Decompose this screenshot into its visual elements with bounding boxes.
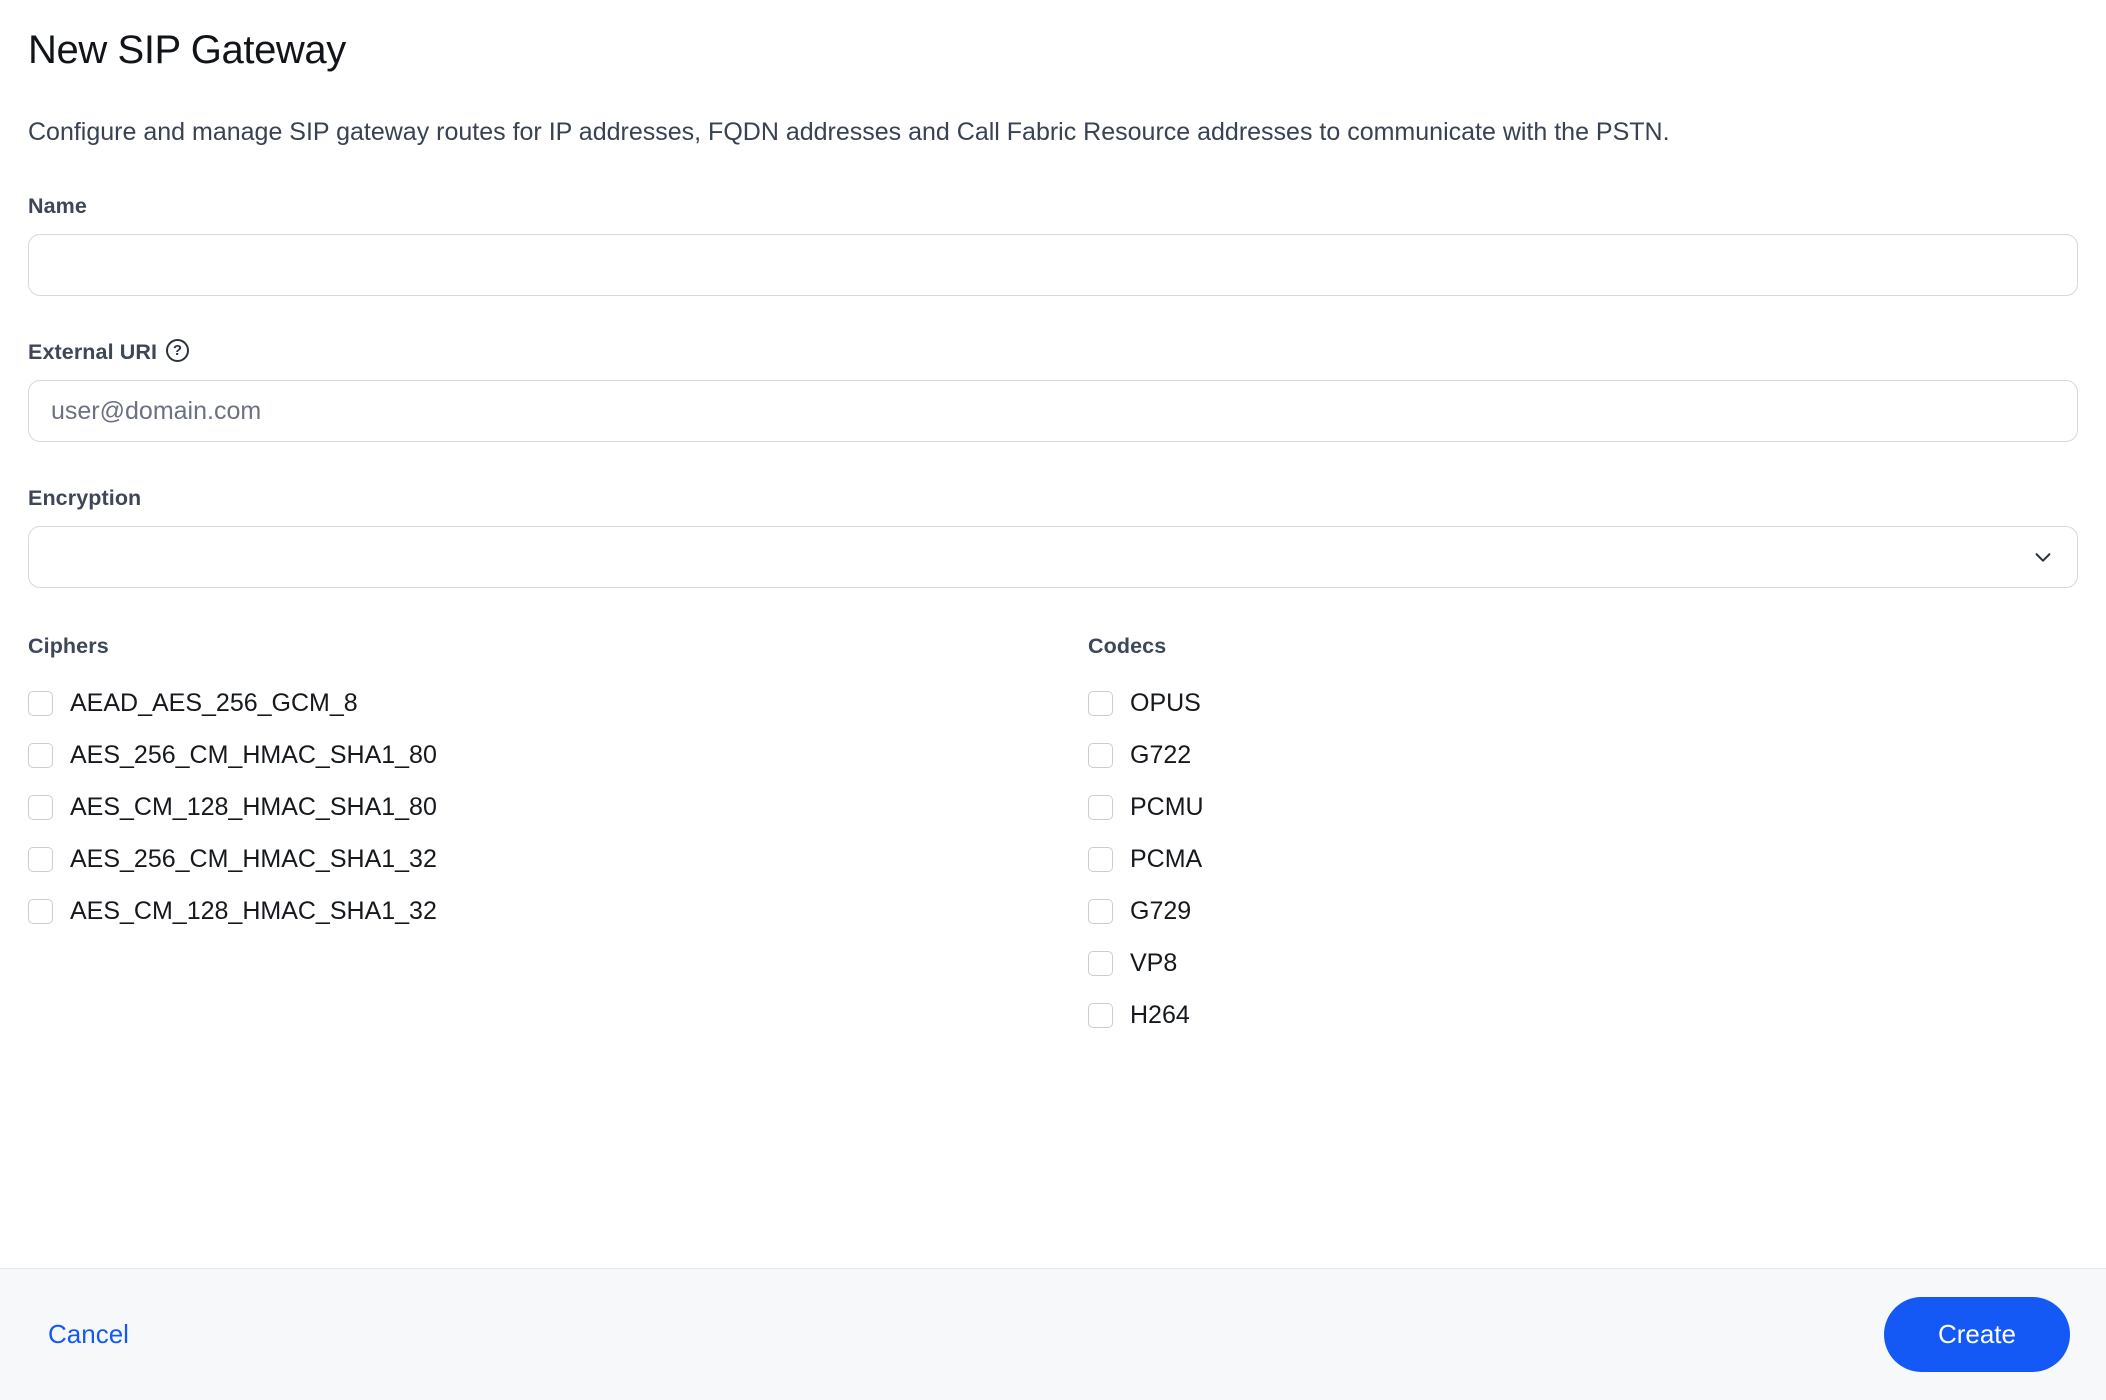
codec-checkbox[interactable] (1088, 691, 1113, 716)
cipher-option-row[interactable] (28, 833, 1088, 885)
codec-option-row[interactable] (1088, 781, 1988, 833)
cipher-checkbox[interactable] (28, 899, 53, 924)
cipher-label: AES_256_CM_HMAC_SHA1_32 (70, 844, 437, 873)
codec-option-row[interactable] (1088, 885, 1988, 937)
cipher-option-row[interactable] (28, 677, 1088, 729)
codec-checkbox[interactable] (1088, 795, 1113, 820)
codec-checkbox[interactable] (1088, 1003, 1113, 1028)
codec-label: G722 (1130, 740, 1192, 769)
page-title: New SIP Gateway (28, 28, 346, 72)
codec-checkbox[interactable] (1088, 743, 1113, 768)
encryption-label (28, 486, 2078, 511)
codec-label: OPUS (1130, 688, 1201, 717)
codecs-label: Codecs (1088, 634, 1167, 659)
codec-label: VP8 (1130, 948, 1178, 977)
encryption-field-group (28, 486, 2078, 588)
encryption-label-text: Encryption (28, 486, 142, 511)
encryption-select-wrapper (28, 526, 2078, 588)
options-columns (28, 634, 2078, 1041)
external-uri-label (28, 340, 2078, 365)
codec-option-row[interactable] (1088, 677, 1988, 729)
cipher-label: AEAD_AES_256_GCM_8 (70, 688, 358, 717)
cipher-label: AES_256_CM_HMAC_SHA1_80 (70, 740, 437, 769)
codec-option-row[interactable] (1088, 937, 1988, 989)
cipher-checkbox[interactable] (28, 691, 53, 716)
external-uri-label-text: External URI (28, 340, 158, 365)
external-uri-field-group (28, 340, 2078, 442)
external-uri-input[interactable] (28, 380, 2078, 442)
cipher-label: AES_CM_128_HMAC_SHA1_80 (70, 792, 437, 821)
codec-checkbox[interactable] (1088, 899, 1113, 924)
name-input[interactable] (28, 234, 2078, 296)
codecs-column (1088, 634, 1988, 1041)
question-mark-icon[interactable]: ? (166, 339, 189, 362)
cipher-checkbox[interactable] (28, 847, 53, 872)
name-label (28, 194, 2078, 219)
encryption-select[interactable] (28, 526, 2078, 588)
cipher-checkbox[interactable] (28, 743, 53, 768)
codec-label: H264 (1130, 1000, 1190, 1029)
cipher-option-row[interactable] (28, 885, 1088, 937)
cancel-button[interactable]: Cancel (44, 1313, 133, 1356)
cipher-label: AES_CM_128_HMAC_SHA1_32 (70, 896, 437, 925)
cipher-option-row[interactable] (28, 729, 1088, 781)
cipher-option-row[interactable] (28, 781, 1088, 833)
ciphers-column (28, 634, 1088, 1041)
dialog-footer (0, 1268, 2106, 1400)
cipher-checkbox[interactable] (28, 795, 53, 820)
create-button[interactable]: Create (1884, 1297, 2070, 1372)
codec-label: PCMA (1130, 844, 1203, 873)
page-description: Configure and manage SIP gateway routes for IP addresses, FQDN addresses and Call Fabric Resource addresses to communicate with the PSTN. (28, 118, 1670, 146)
name-field-group (28, 194, 2078, 296)
name-label-text: Name (28, 194, 87, 219)
codec-option-row[interactable] (1088, 833, 1988, 885)
codec-label: G729 (1130, 896, 1192, 925)
ciphers-label: Ciphers (28, 634, 109, 659)
codec-label: PCMU (1130, 792, 1204, 821)
codec-checkbox[interactable] (1088, 847, 1113, 872)
codec-option-row[interactable] (1088, 989, 1988, 1041)
codec-option-row[interactable] (1088, 729, 1988, 781)
codec-checkbox[interactable] (1088, 951, 1113, 976)
